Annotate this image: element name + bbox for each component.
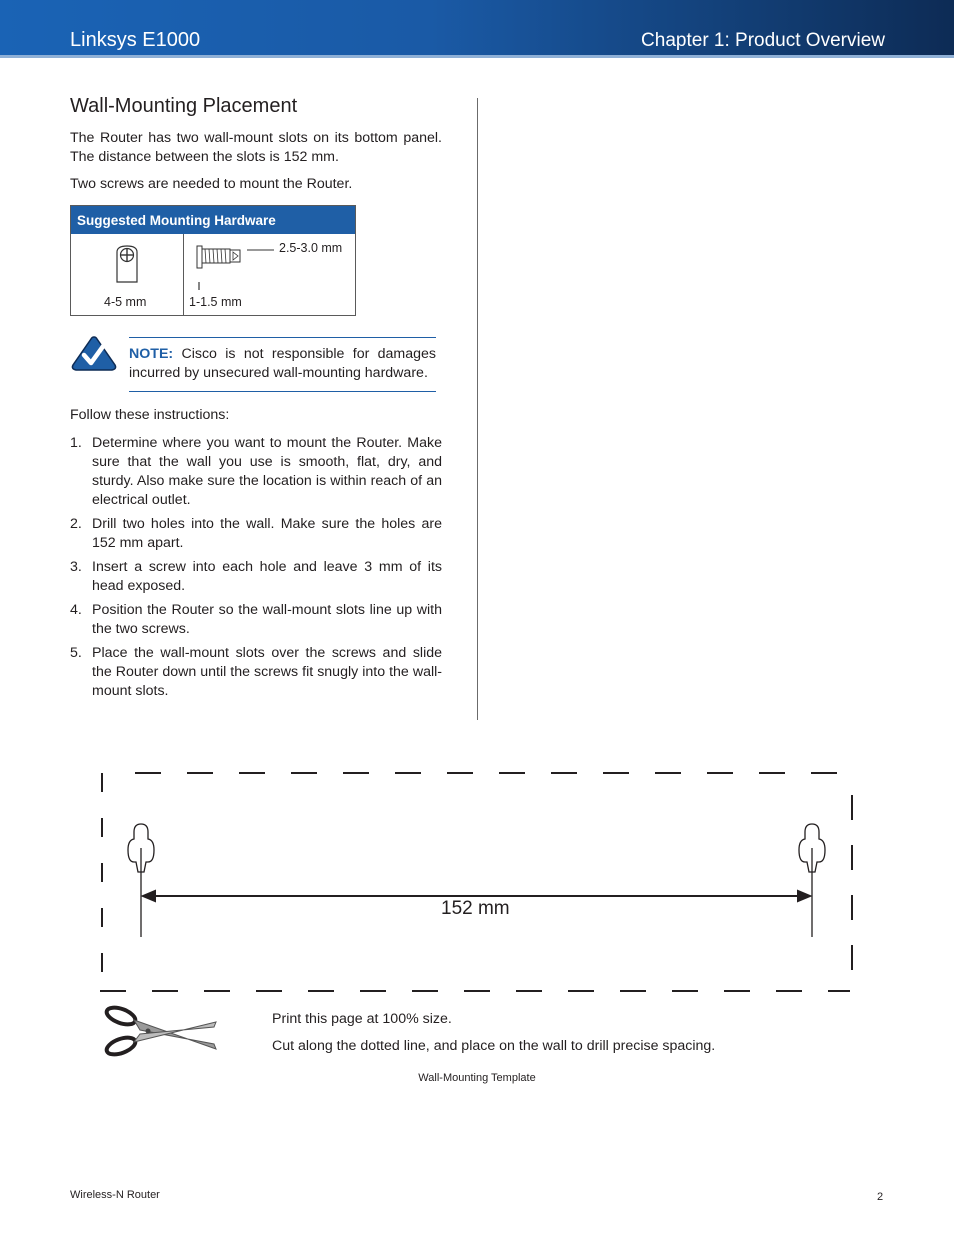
shaft-diameter-label: 1-1.5 mm bbox=[189, 295, 242, 309]
scissors-icon bbox=[105, 1004, 216, 1057]
distance-label: 152 mm bbox=[441, 898, 510, 919]
note-top-rule bbox=[129, 337, 436, 338]
list-item bbox=[70, 515, 442, 553]
chapter-title: Chapter 1: Product Overview bbox=[641, 30, 885, 51]
list-item bbox=[70, 558, 442, 596]
list-item bbox=[70, 644, 442, 701]
column-divider bbox=[477, 98, 478, 720]
print-instruction: Print this page at 100% size. bbox=[272, 1011, 452, 1027]
note-keyword: NOTE: bbox=[129, 346, 174, 362]
head-diameter-label: 4-5 mm bbox=[104, 295, 147, 309]
note-box bbox=[70, 337, 436, 392]
list-item bbox=[70, 434, 442, 510]
left-keyhole-icon bbox=[128, 824, 154, 872]
screw-side-icon bbox=[195, 244, 275, 294]
instruction-list bbox=[70, 434, 442, 706]
note-bottom-rule bbox=[129, 391, 436, 392]
list-item bbox=[70, 601, 442, 639]
hardware-table bbox=[70, 205, 356, 316]
intro-paragraph: The Router has two wall-mount slots on its bottom panel. The distance between the slots is 152 mm. bbox=[70, 130, 442, 165]
step-text: Determine where you want to mount the Router. Make sure that the wall you use is smooth, flat, dry, and sturdy. Also make sure the location is within reach of an electrical outlet. bbox=[92, 435, 442, 508]
note-body: Cisco is not responsible for damages incurred by unsecured wall-mounting hardware. bbox=[129, 346, 436, 381]
note-text bbox=[129, 345, 436, 383]
step-text: Insert a screw into each hole and leave 3 mm of its head exposed. bbox=[92, 559, 442, 594]
page-number: 2 bbox=[877, 1191, 884, 1203]
section-title: Wall-Mounting Placement bbox=[70, 95, 298, 117]
cut-instruction: Cut along the dotted line, and place on the wall to drill precise spacing. bbox=[272, 1038, 716, 1054]
footer-product: Wireless-N Router bbox=[70, 1189, 160, 1201]
checkmark-note-icon bbox=[70, 335, 118, 373]
step-number: 1. bbox=[70, 435, 82, 451]
right-keyhole-icon bbox=[799, 824, 825, 872]
step-number: 4. bbox=[70, 602, 82, 618]
screw-length-label: 2.5-3.0 mm bbox=[279, 241, 343, 255]
step-number: 3. bbox=[70, 559, 82, 575]
step-number: 5. bbox=[70, 645, 82, 661]
step-text: Place the wall-mount slots over the screws and slide the Router down until the screws fit snugly into the wall-mount slots. bbox=[92, 645, 442, 699]
hardware-table-heading: Suggested Mounting Hardware bbox=[71, 206, 355, 234]
step-text: Drill two holes into the wall. Make sure the holes are 152 mm apart. bbox=[92, 516, 442, 551]
page-header bbox=[0, 0, 954, 58]
screw-head-icon bbox=[113, 244, 141, 288]
screws-paragraph: Two screws are needed to mount the Router. bbox=[70, 176, 353, 192]
step-number: 2. bbox=[70, 516, 82, 532]
hardware-table-divider bbox=[183, 234, 184, 315]
step-text: Position the Router so the wall-mount slots line up with the two screws. bbox=[92, 602, 442, 637]
instructions-intro: Follow these instructions: bbox=[70, 407, 230, 423]
product-name: Linksys E1000 bbox=[70, 29, 201, 51]
template-caption: Wall-Mounting Template bbox=[418, 1072, 536, 1084]
